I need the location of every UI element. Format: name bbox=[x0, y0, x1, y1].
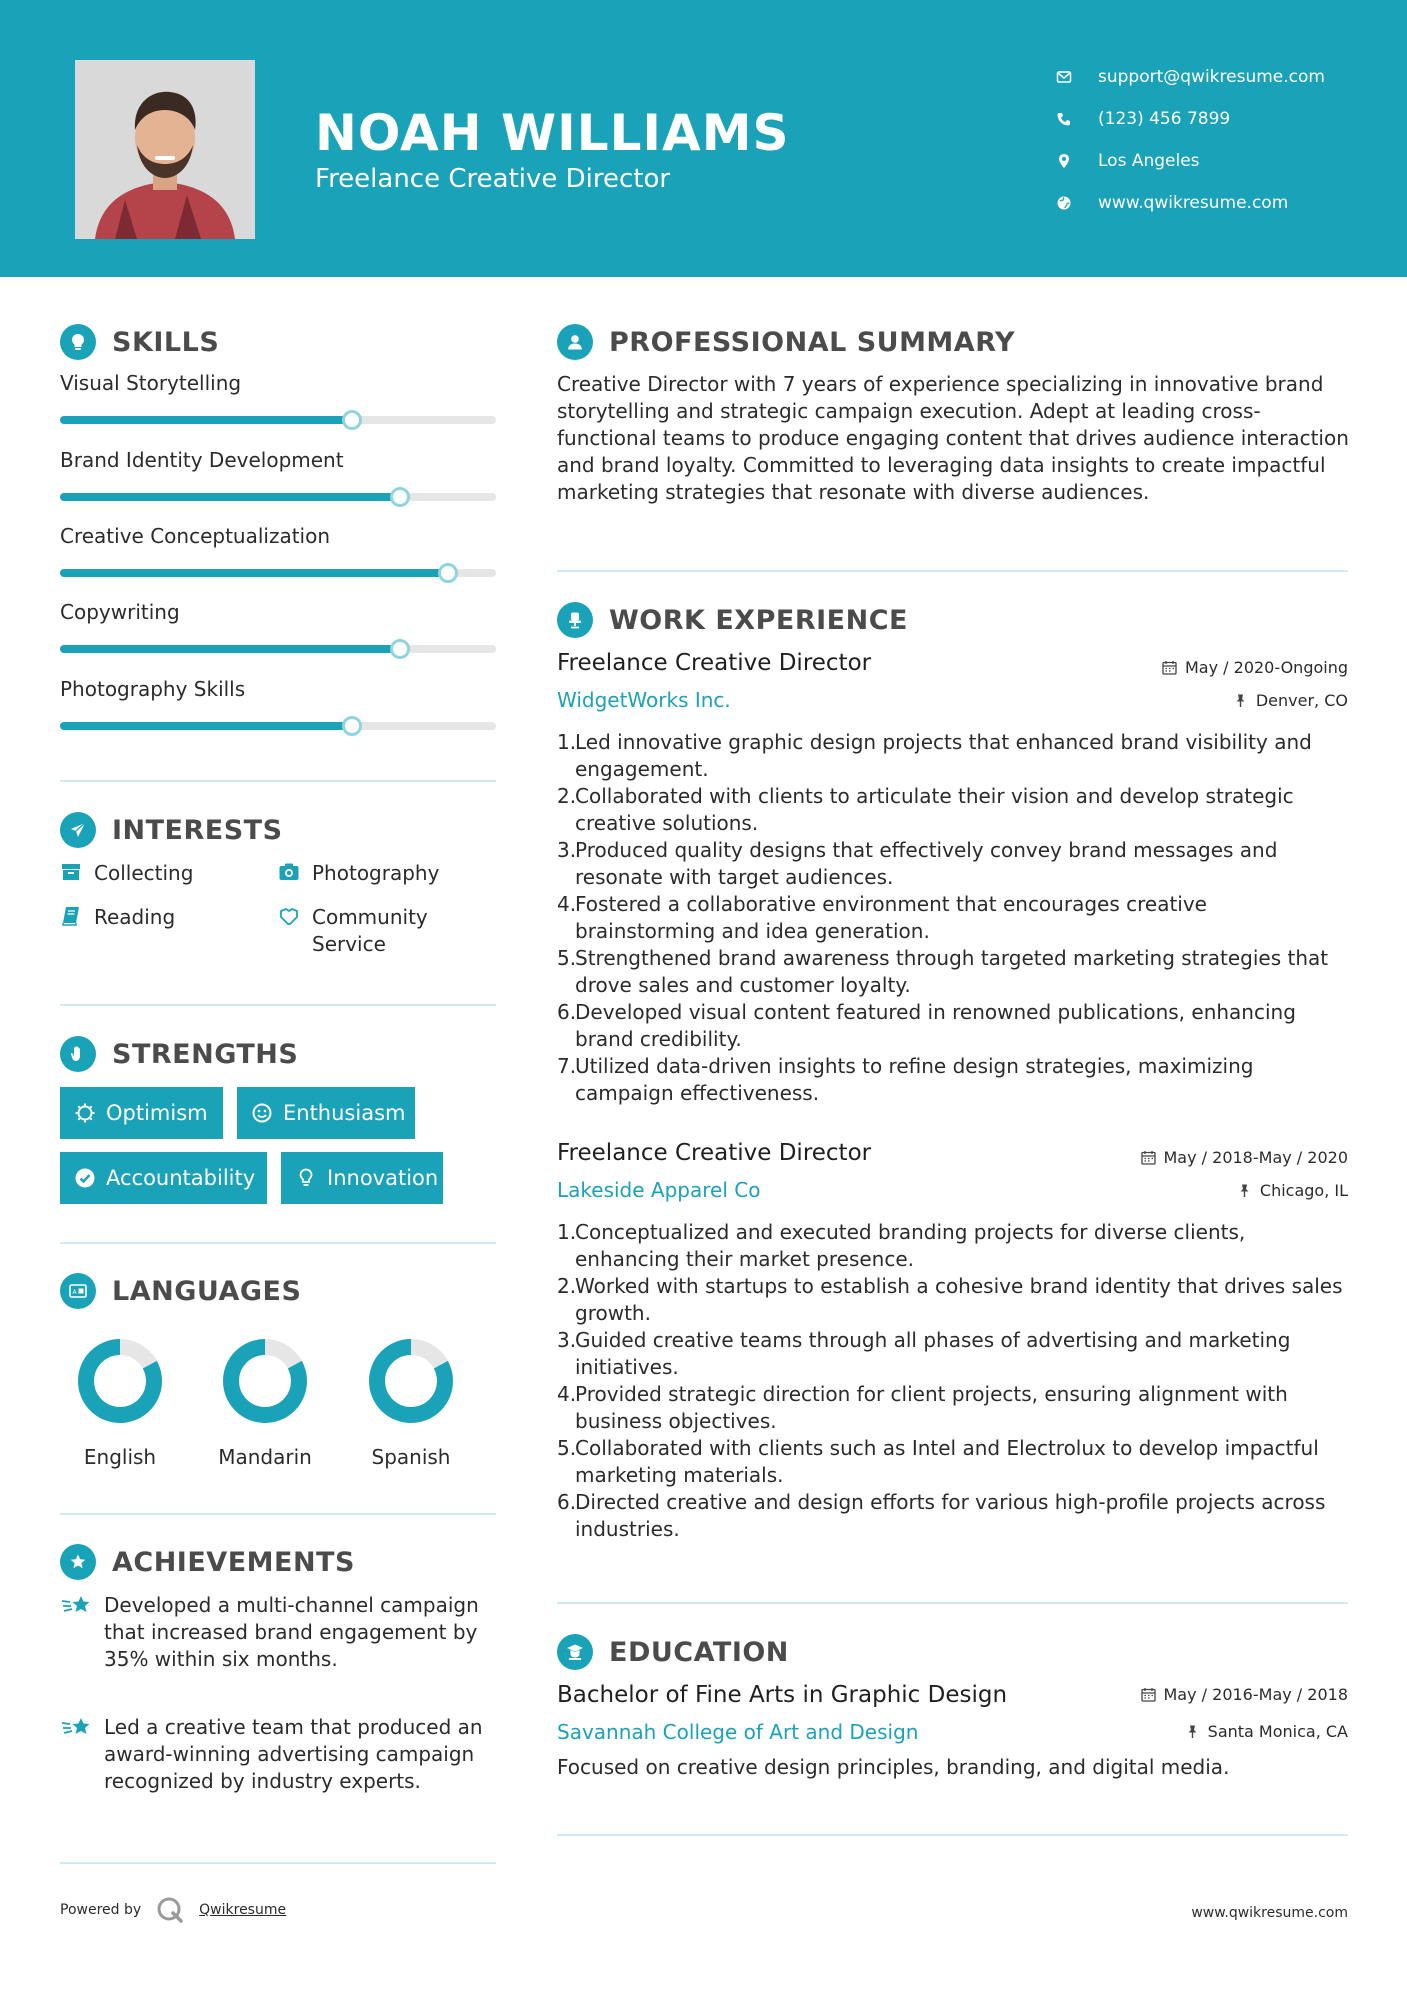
job-bullet: 5. Collaborated with clients such as Intel and Electrolux to develop impactful marketing materials. bbox=[557, 1436, 1319, 1487]
job-dates bbox=[1162, 658, 1348, 677]
phone-icon bbox=[1054, 109, 1074, 129]
skill-label: Copywriting bbox=[60, 600, 180, 624]
interest-label: Photography bbox=[312, 861, 440, 885]
skill-bar-knob bbox=[438, 563, 458, 583]
job-bullet: 3. Guided creative teams through all phases of advertising and marketing initiatives. bbox=[557, 1328, 1291, 1379]
job-bullet: 2. Collaborated with clients to articulate their vision and develop strategic creative solutions. bbox=[557, 784, 1294, 835]
job-bullet: 7. Utilized data-driven insights to refine design strategies, maximizing campaign effectiveness. bbox=[557, 1054, 1254, 1105]
interest-item bbox=[278, 904, 468, 958]
lightbulb-outline-icon bbox=[295, 1167, 317, 1189]
strength-label: Accountability bbox=[106, 1166, 256, 1190]
office-chair-icon bbox=[557, 602, 593, 638]
job-bullet: 1. Conceptualized and executed branding projects for diverse clients, enhancing their market presence. bbox=[557, 1220, 1246, 1271]
shooting-star-icon bbox=[60, 1714, 94, 1744]
strength-badge bbox=[60, 1152, 267, 1204]
summary-title: PROFESSIONAL SUMMARY bbox=[609, 326, 1016, 358]
sun-icon bbox=[74, 1102, 96, 1124]
job-dates bbox=[1141, 1148, 1349, 1167]
skill-bar-knob bbox=[390, 487, 410, 507]
calendar-icon bbox=[1141, 1150, 1156, 1165]
contact-location-text: Los Angeles bbox=[1098, 151, 1200, 171]
job-bullet: 6. Directed creative and design efforts for various high-profile projects across industries. bbox=[557, 1490, 1326, 1541]
language-label: Spanish bbox=[371, 1445, 451, 1469]
candidate-title: Freelance Creative Director bbox=[315, 164, 671, 194]
skill-bar-knob bbox=[342, 716, 362, 736]
strengths-heading bbox=[60, 1036, 298, 1072]
qwikresume-logo-icon bbox=[155, 1895, 185, 1925]
powered-by-text: Powered by bbox=[60, 1902, 142, 1918]
interest-item bbox=[60, 904, 175, 931]
pushpin-icon bbox=[1233, 693, 1248, 708]
envelope-icon bbox=[1054, 67, 1074, 87]
education-heading bbox=[557, 1634, 789, 1670]
skill-label: Photography Skills bbox=[60, 677, 246, 701]
achievement-text: Led a creative team that produced an award-winning advertising campaign recognized by industry experts. bbox=[104, 1715, 483, 1793]
strength-label: Enthusiasm bbox=[283, 1101, 406, 1125]
language-label: English bbox=[83, 1445, 157, 1469]
job-dates-text: May / 2020-Ongoing bbox=[1185, 658, 1348, 677]
strengths-title: STRENGTHS bbox=[112, 1038, 299, 1070]
strength-badge bbox=[281, 1152, 443, 1204]
summary-heading bbox=[557, 324, 1015, 360]
profile-photo-illustration bbox=[75, 60, 255, 239]
contact-phone-text: (123) 456 7899 bbox=[1098, 109, 1231, 129]
job-location-text: Chicago, IL bbox=[1259, 1181, 1348, 1200]
footer-url[interactable]: www.qwikresume.com bbox=[1191, 1905, 1348, 1921]
achievement-item bbox=[60, 1592, 500, 1673]
job-bullet: 3. Produced quality designs that effectively convey brand messages and resonate with target audiences. bbox=[557, 838, 1278, 889]
graduate-icon bbox=[557, 1634, 593, 1670]
interest-item bbox=[278, 860, 439, 887]
skill-bar-fill bbox=[60, 416, 352, 424]
interests-title: INTERESTS bbox=[112, 814, 283, 846]
achievement-item bbox=[60, 1714, 500, 1795]
footer-powered-by bbox=[60, 1895, 286, 1925]
job-location bbox=[1233, 691, 1348, 710]
camera-icon bbox=[278, 861, 302, 885]
shooting-star-icon bbox=[60, 1592, 94, 1622]
globe-icon bbox=[1054, 193, 1074, 213]
section-divider bbox=[60, 1513, 496, 1515]
map-pin-icon bbox=[1054, 151, 1074, 171]
raised-hand-icon bbox=[60, 1036, 96, 1072]
skill-bar-fill bbox=[60, 569, 448, 577]
section-divider bbox=[60, 780, 496, 782]
experience-title: WORK EXPERIENCE bbox=[609, 604, 908, 636]
interest-item bbox=[60, 860, 193, 887]
education-degree: Bachelor of Fine Arts in Graphic Design bbox=[557, 1682, 1008, 1708]
strength-label: Optimism bbox=[106, 1101, 208, 1125]
job-bullet: 6. Developed visual content featured in renowned publications, enhancing brand credibility. bbox=[557, 1000, 1296, 1051]
calendar-icon bbox=[1162, 660, 1177, 675]
skill-bar bbox=[60, 416, 496, 424]
section-divider bbox=[60, 1004, 496, 1006]
education-location-text: Santa Monica, CA bbox=[1207, 1722, 1348, 1741]
education-dates bbox=[1141, 1685, 1349, 1704]
contact-website[interactable] bbox=[1054, 182, 1325, 224]
archive-icon bbox=[60, 861, 84, 885]
skills-title: SKILLS bbox=[112, 326, 220, 358]
handshake-icon bbox=[278, 905, 302, 929]
language-label: Mandarin bbox=[218, 1445, 312, 1469]
skill-bar bbox=[60, 645, 496, 653]
interest-label: Collecting bbox=[94, 861, 194, 885]
interest-label: Reading bbox=[94, 905, 176, 929]
education-location bbox=[1185, 1722, 1348, 1741]
language-donut bbox=[221, 1337, 309, 1425]
job-bullets bbox=[557, 729, 1352, 1107]
skills-heading bbox=[60, 324, 219, 360]
section-divider bbox=[557, 1834, 1348, 1836]
svg-text:A: A bbox=[72, 1289, 77, 1296]
achievement-text: Developed a multi-channel campaign that increased brand engagement by 35% within six months. bbox=[104, 1593, 479, 1671]
job-title: Freelance Creative Director bbox=[557, 650, 872, 676]
calendar-icon bbox=[1141, 1687, 1156, 1702]
contact-phone[interactable] bbox=[1054, 98, 1325, 140]
education-title: EDUCATION bbox=[609, 1636, 789, 1668]
contact-list bbox=[1054, 56, 1325, 224]
experience-heading bbox=[557, 602, 908, 638]
job-bullet: 4. Fostered a collaborative environment that encourages creative brainstorming and idea generation. bbox=[557, 892, 1207, 943]
language-item bbox=[205, 1337, 325, 1469]
languages-title: LANGUAGES bbox=[112, 1275, 302, 1307]
language-card-icon bbox=[60, 1273, 96, 1309]
education-school: Savannah College of Art and Design bbox=[557, 1720, 919, 1744]
skill-label: Creative Conceptualization bbox=[60, 524, 331, 548]
user-icon bbox=[557, 324, 593, 360]
candidate-name: NOAH WILLIAMS bbox=[315, 104, 790, 162]
section-divider bbox=[60, 1862, 496, 1864]
skill-bar-fill bbox=[60, 722, 352, 730]
smile-icon bbox=[251, 1102, 273, 1124]
summary-text: Creative Director with 7 years of experience specializing in innovative brand storytelling and strategic campaign execution. Adept at leading cross-functional teams to produce engaging content that drives audience interaction and brand loyalty. Committed to leveraging data insights to create impactful marketing strategies that resonate with diverse audiences. bbox=[557, 372, 1349, 504]
interests-heading bbox=[60, 812, 283, 848]
lightbulb-icon bbox=[60, 324, 96, 360]
skill-bar bbox=[60, 493, 496, 501]
section-divider bbox=[60, 1242, 496, 1244]
contact-email[interactable] bbox=[1054, 56, 1325, 98]
profile-photo bbox=[75, 60, 255, 239]
language-item bbox=[351, 1337, 471, 1469]
skill-bar-knob bbox=[342, 410, 362, 430]
check-circle-icon bbox=[74, 1167, 96, 1189]
pushpin-icon bbox=[1237, 1183, 1252, 1198]
skill-bar bbox=[60, 722, 496, 730]
languages-heading bbox=[60, 1273, 301, 1309]
job-bullet: 2. Worked with startups to establish a cohesive brand identity that drives sales growth. bbox=[557, 1274, 1343, 1325]
skill-bar-knob bbox=[390, 639, 410, 659]
achievements-title: ACHIEVEMENTS bbox=[112, 1546, 355, 1578]
resume-header bbox=[0, 0, 1407, 277]
achievements-heading bbox=[60, 1544, 355, 1580]
job-company: WidgetWorks Inc. bbox=[557, 688, 731, 712]
section-divider bbox=[557, 1602, 1348, 1604]
job-dates-text: May / 2018-May / 2020 bbox=[1163, 1148, 1348, 1167]
qwikresume-link[interactable]: Qwikresume bbox=[199, 1902, 287, 1918]
job-location bbox=[1237, 1181, 1348, 1200]
job-company: Lakeside Apparel Co bbox=[557, 1178, 761, 1202]
language-donut bbox=[76, 1337, 164, 1425]
pushpin-icon bbox=[1185, 1724, 1200, 1739]
job-location-text: Denver, CO bbox=[1255, 691, 1348, 710]
strength-badge bbox=[237, 1087, 415, 1139]
contact-website-text: www.qwikresume.com bbox=[1098, 193, 1289, 213]
section-divider bbox=[557, 570, 1348, 572]
book-icon bbox=[60, 905, 84, 929]
contact-location bbox=[1054, 140, 1325, 182]
job-title: Freelance Creative Director bbox=[557, 1140, 872, 1166]
skill-bar-fill bbox=[60, 645, 400, 653]
skill-bar bbox=[60, 569, 496, 577]
skill-bar-fill bbox=[60, 493, 400, 501]
job-bullet: 1. Led innovative graphic design projects that enhanced brand visibility and engagement. bbox=[557, 730, 1312, 781]
job-bullets bbox=[557, 1219, 1352, 1543]
strength-label: Innovation bbox=[327, 1166, 439, 1190]
language-item bbox=[60, 1337, 180, 1469]
education-dates-text: May / 2016-May / 2018 bbox=[1163, 1685, 1348, 1704]
language-donut bbox=[367, 1337, 455, 1425]
skill-label: Brand Identity Development bbox=[60, 448, 344, 472]
strength-badge bbox=[60, 1087, 223, 1139]
job-bullet: 5. Strengthened brand awareness through targeted marketing strategies that drove sales and customer loyalty. bbox=[557, 946, 1329, 997]
contact-email-text: support@qwikresume.com bbox=[1098, 67, 1325, 87]
skill-label: Visual Storytelling bbox=[60, 371, 242, 395]
interest-label: Community Service bbox=[312, 905, 428, 956]
paper-plane-icon bbox=[60, 812, 96, 848]
job-bullet: 4. Provided strategic direction for client projects, ensuring alignment with business objectives. bbox=[557, 1382, 1288, 1433]
star-badge-icon bbox=[60, 1544, 96, 1580]
education-description: Focused on creative design principles, branding, and digital media. bbox=[557, 1755, 1230, 1779]
